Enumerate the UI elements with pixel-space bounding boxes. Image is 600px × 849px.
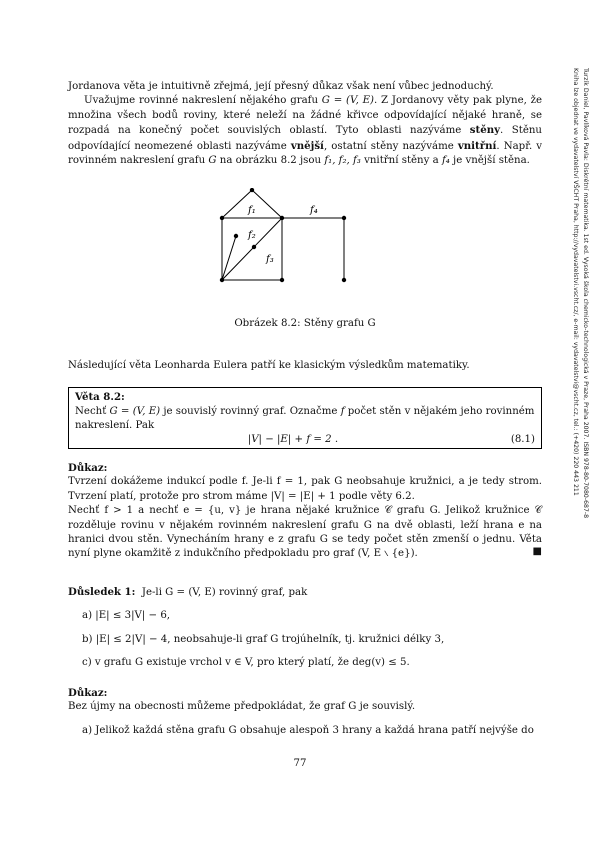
proof-2-item-a: a) Jelikož každá stěna grafu G obsahuje alespoň 3 hrany a každá hrana patří nejvýše do: [82, 724, 534, 736]
vertex: [342, 278, 346, 282]
proof-sentence-2: Nechť f > 1 a nechť e = {u, v} je hrana nějaké kružnice 𝒞 grafu G. Jelikož kružnice 𝒞 rozděluje rovinu v nějakém rovinném nakreslení grafu G na dvě oblasti, leží hrana e na hranici dvou stěn. Vynecháním hrany e z grafu G se tedy počet stěn zmenší o jednu. Věta nyní plyne okamžitě z indukčního předpokladu pro graf (V, E ∖ {e}).: [68, 505, 542, 560]
vertex: [220, 216, 224, 220]
theorem-equation-row: [75, 433, 535, 447]
equation-number: (8.1): [510, 434, 535, 445]
euler-equation: |V| − |E| + f = 2 .: [247, 434, 339, 445]
corollary: [68, 585, 542, 671]
vertex: [252, 245, 256, 249]
corollary-item-a: a) |E| ≤ 3|V| − 6,: [82, 610, 171, 622]
graph-figure: [210, 188, 370, 298]
proof-heading: Důkaz:: [68, 687, 108, 699]
side-note-line-2: Kniha lze objednat ve vydavatelství VŠCHT Praha, http://vydavatelstvi.vscht.cz/, e-mail: vydavatelstvi@vscht.cz, tel.: (+420) 220 443 211: [572, 68, 579, 496]
proof-sentence-1: Tvrzení dokážeme indukcí podle f. Je-li f = 1, pak G neobsahuje kružnici, a je tedy strom. Tvrzení platí, protože pro strom máme |V| = |E| + 1 podle věty 6.2.: [68, 476, 542, 502]
vertex: [250, 188, 254, 192]
theorem-body: Nechť G = (V, E) je souvislý rovinný graf. Označme f počet stěn v nějakém jeho rovinném nakreslení. Pak: [75, 406, 535, 431]
corollary-statement: Důsledek 1: Je-li G = (V, E) rovinný graf, pak: [68, 586, 308, 598]
side-note-line-1: Turzík Daniel, Pavlíková Pavla: Diskrétní matematika. 1st ed. Vysoká škola chemicko-technologická v Praze, Praha 2007. ISBN 978-80-7080-687-8: [582, 68, 589, 519]
corollary-item-b: b) |E| ≤ 2|V| − 4, neobsahuje-li graf G trojúhelník, tj. kružnici délky 3,: [82, 633, 445, 645]
face-label-f2: f₂: [248, 230, 256, 241]
paragraph-jordan: Jordanova věta je intuitivně zřejmá, její přesný důkaz však není vůbec jednoduchý.: [68, 81, 494, 92]
edge: [222, 218, 282, 280]
vertex: [342, 216, 346, 220]
paragraph-euler: Následující věta Leonharda Eulera patří ke klasickým výsledkům matematiky.: [68, 360, 470, 371]
paragraph-faces: Uvažujme rovinné nakreslení nějakého grafu G = (V, E). Z Jordanovy věty pak plyne, že množina všech bodů roviny, které neleží na žádné křivce odpovídající nějaké hraně, se rozpadá na konečný počet souvislých oblastí. Tyto oblasti nazýváme stěny. Stěnu odpovídající neomezené oblasti nazýváme vnější, ostatní stěny nazýváme vnitřní. Např. v rovinném nakreslení grafu G na obrázku 8.2 jsou f₁, f₂, f₃ vnitřní stěny a f₄ je vnější stěna.: [68, 95, 543, 167]
side-note: [556, 68, 596, 688]
vertex: [234, 234, 238, 238]
vertex: [220, 278, 224, 282]
figure-caption: Obrázek 8.2: Stěny grafu G: [234, 318, 376, 329]
qed-mark: ■: [532, 546, 542, 558]
face-label-f3: f₃: [266, 254, 274, 265]
vertex: [280, 216, 284, 220]
theorem-box: [68, 387, 542, 449]
euler-intro: [68, 359, 542, 373]
face-label-f1: f₁: [248, 205, 256, 216]
proof-1: [68, 461, 542, 562]
edge: [252, 190, 282, 218]
face-label-f4: f₄: [310, 205, 318, 216]
vertex: [280, 278, 284, 282]
theorem-title: Věta 8.2:: [75, 391, 125, 403]
proof-heading: Důkaz:: [68, 462, 108, 474]
proof-2: [68, 686, 542, 738]
intro-text: [68, 80, 542, 168]
corollary-item-c: c) v grafu G existuje vrchol v ∈ V, pro který platí, že deg(v) ≤ 5.: [82, 657, 410, 669]
page-number: 77: [293, 758, 307, 769]
proof-2-text: Bez újmy na obecnosti můžeme předpokládat, že graf G je souvislý.: [68, 701, 416, 713]
